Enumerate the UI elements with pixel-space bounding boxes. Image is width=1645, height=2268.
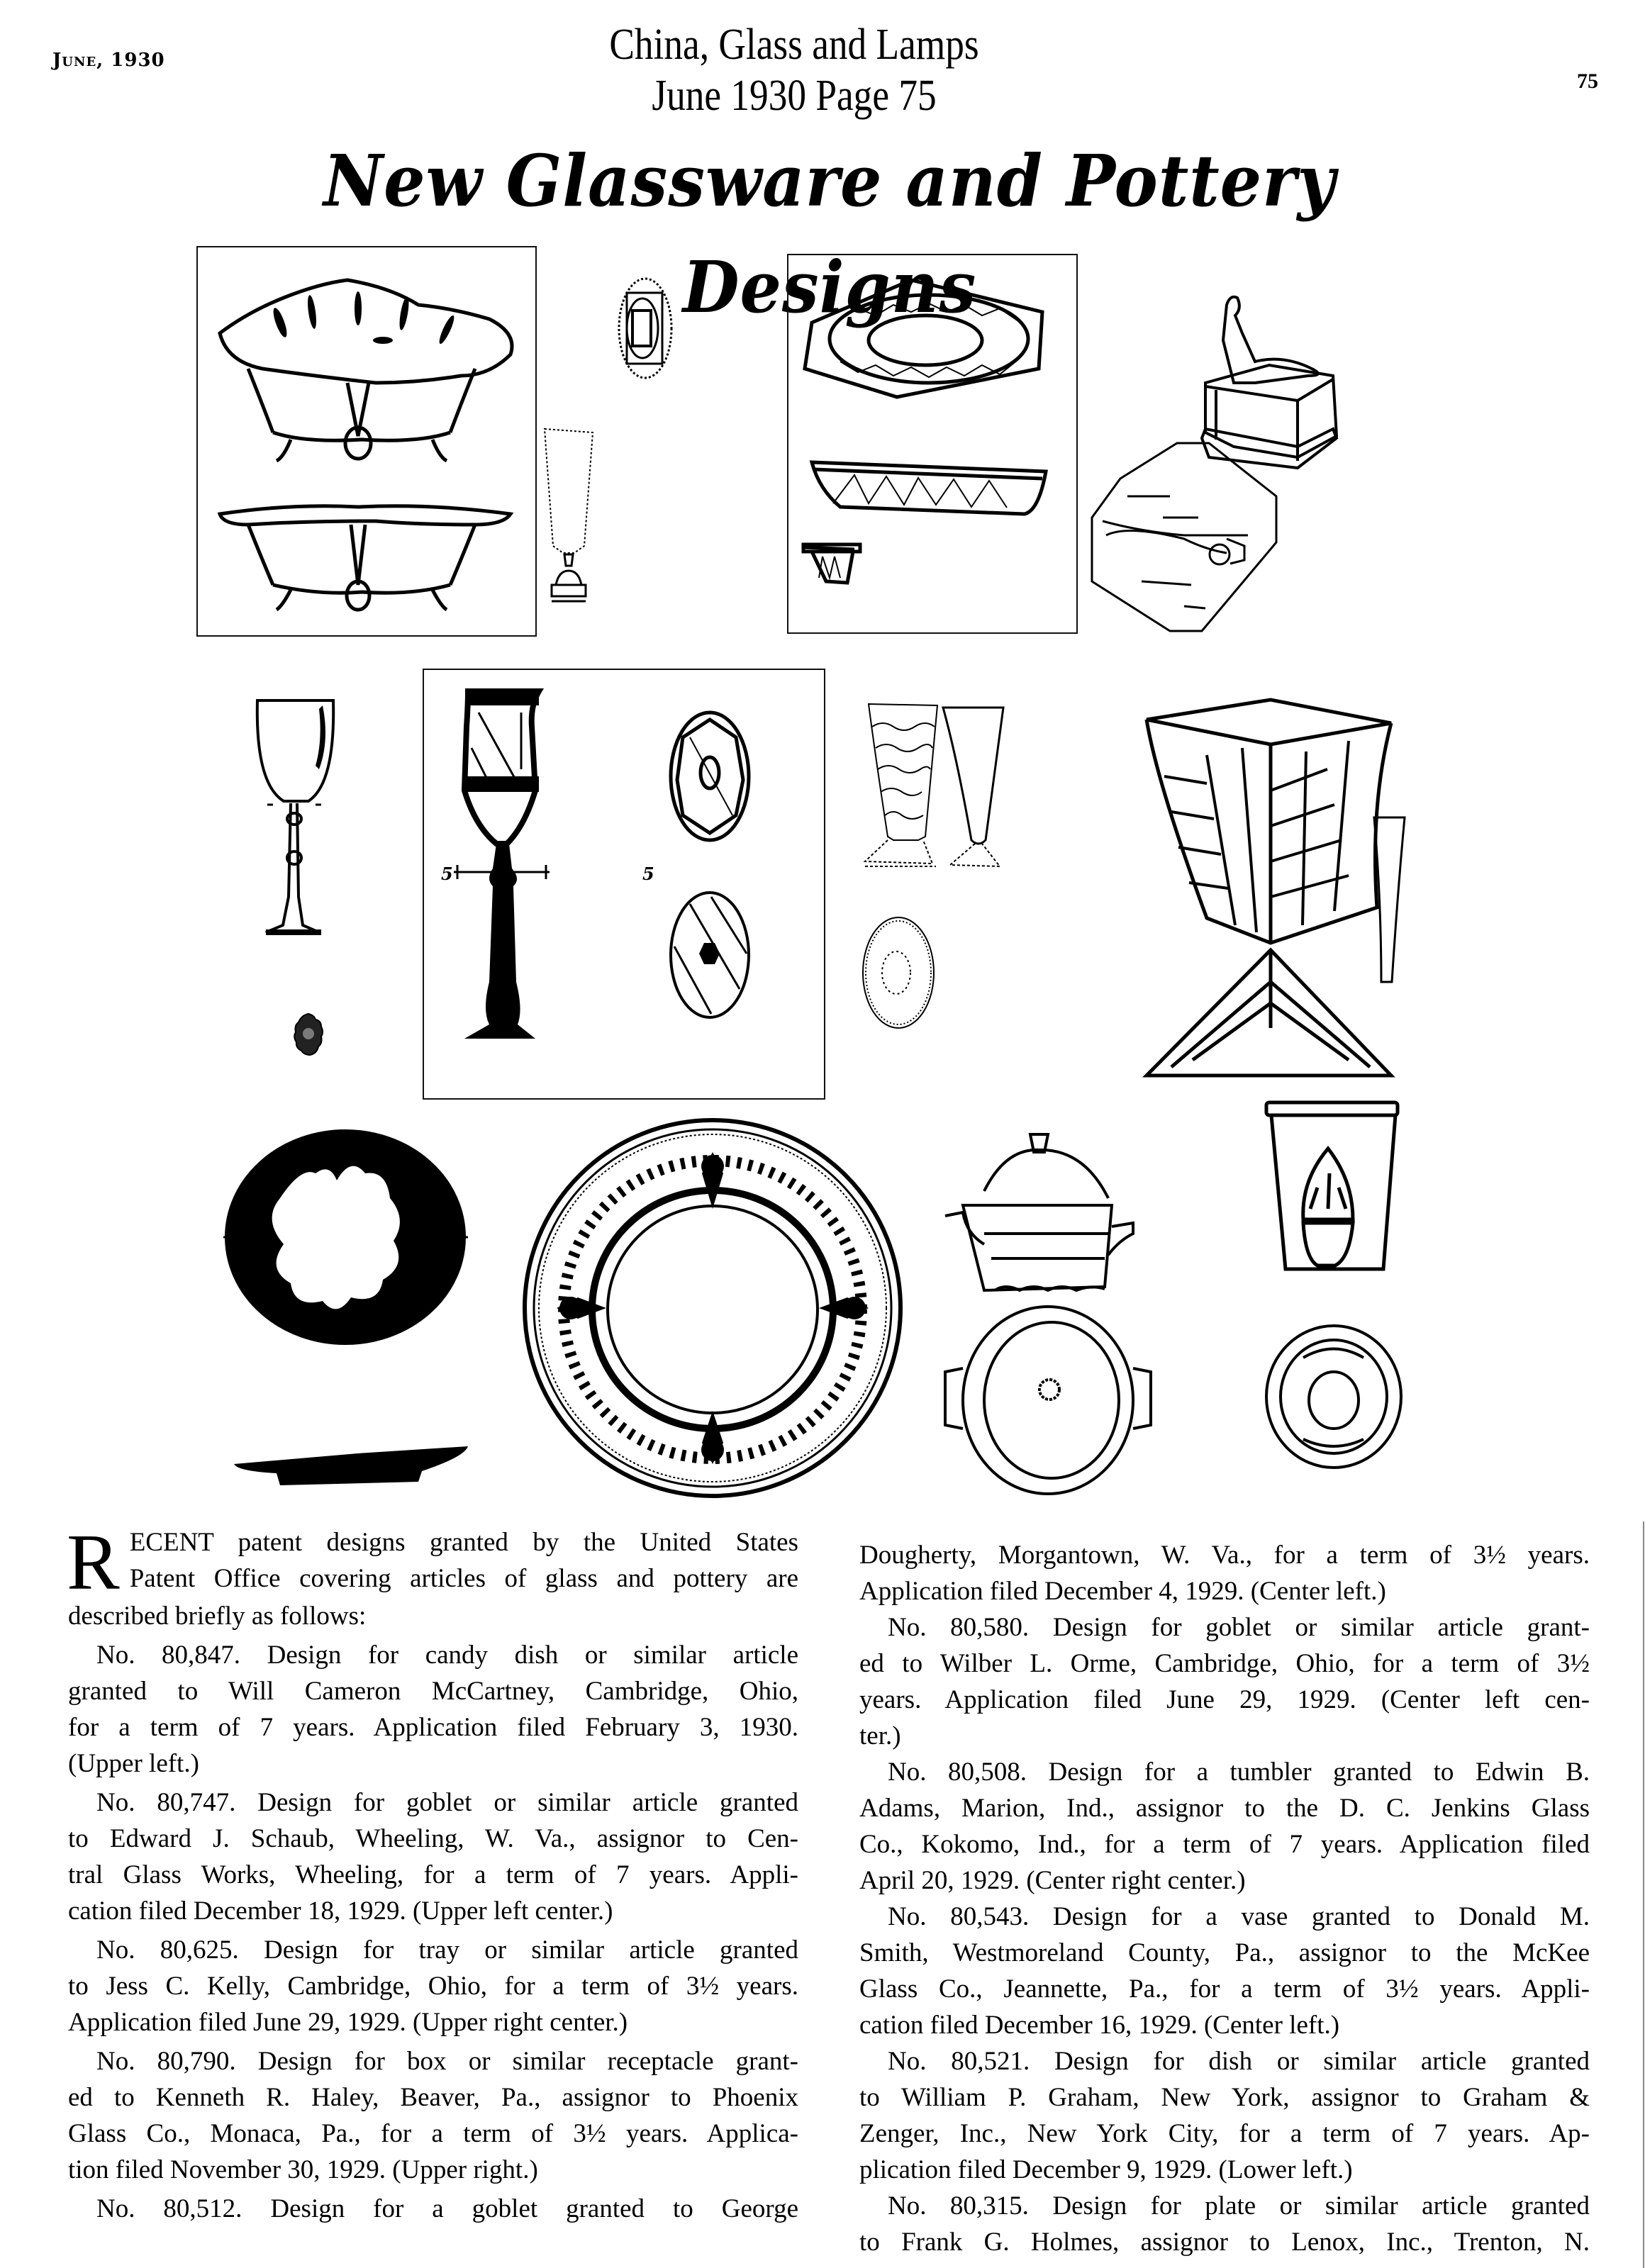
vase-side-profile-icon <box>1371 815 1406 985</box>
entry-line: ed to Kenneth R. Haley, Beaver, Pa., assignor to Phoenix <box>68 2083 798 2112</box>
entry-line: No. 80,847. Design for candy dish or similar article <box>96 1641 798 1670</box>
tumbler-base-view-icon <box>859 915 937 1032</box>
vase-square-icon <box>1143 698 1398 1081</box>
entry-line: to Edward J. Schaub, Wheeling, W. Va., assignor to Cen- <box>68 1824 798 1853</box>
entry-line: years. Application filed June 29, 1929. (Center left cen- <box>859 1685 1590 1714</box>
entry-line: No. 80,580. Design for goblet or similar article grant- <box>888 1613 1590 1642</box>
patent-entry-80625 <box>68 1932 798 2040</box>
bowl-footed-icon <box>1264 1095 1413 1471</box>
dish-scalloped-icon <box>223 1141 479 1496</box>
tumblers-icon <box>858 702 1007 886</box>
patent-entry-80521 <box>859 2043 1590 2188</box>
entry-line: No. 80,625. Design for tray or similar article granted <box>96 1935 798 1965</box>
entry-line: No. 80,512. Design for a goblet granted to George <box>96 2194 798 2223</box>
candy-dish-top-view-icon <box>617 275 674 381</box>
entry-line: tion filed November 30, 1929. (Upper right.) <box>68 2155 538 2184</box>
patent-entry-80512-continued <box>859 1537 1590 1609</box>
entry-line: to Jess C. Kelly, Cambridge, Ohio, for a term of 3½ years. <box>68 1972 798 2001</box>
goblet-plan-view-icon <box>669 709 754 847</box>
article-title: New Glassware and Pottery Designs <box>323 139 1336 329</box>
publication-subtitle: June 1930 Page 75 <box>652 72 937 120</box>
patent-entry-80790 <box>68 2043 798 2188</box>
entry-line: Smith, Westmoreland County, Pa., assignor to the McKee <box>859 1938 1590 1967</box>
entry-line: Application filed June 29, 1929. (Upper right center.) <box>68 2008 628 2037</box>
entry-line: plication filed December 9, 1929. (Lower left.) <box>859 2155 1353 2184</box>
entry-line: cation filed December 18, 1929. (Upper left center.) <box>68 1896 613 1926</box>
entry-line: for a term of 7 years. Application filed February 3, 1930. <box>68 1713 798 1742</box>
entry-line: No. 80,790. Design for box or similar receptacle grant- <box>96 2047 798 2076</box>
entry-line: granted to Will Cameron McCartney, Cambridge, Ohio, <box>68 1677 798 1706</box>
entry-line: Dougherty, Morgantown, W. Va., for a term of 3½ years. <box>859 1541 1590 1570</box>
running-head-date: June, 1930 <box>52 50 165 71</box>
entry-line: cation filed December 16, 1929. (Center left.) <box>859 2011 1340 2040</box>
entry-line: Glass Co., Jeannette, Pa., for a term of 3½ years. Appli- <box>859 1974 1590 2004</box>
box-with-figurine-icon <box>1085 284 1482 645</box>
goblet-base-view-icon <box>669 890 754 1021</box>
entry-line: Zenger, Inc., New York City, for a term of 7 years. Ap- <box>859 2119 1590 2148</box>
goblet-center-left-icon <box>252 698 337 1067</box>
section-marker-left: 5 <box>441 864 453 884</box>
entry-line: ed to Wilber L. Orme, Cambridge, Ohio, for a term of 3½ <box>859 1649 1590 1678</box>
entry-line: April 20, 1929. (Center right center.) <box>859 1866 1246 1895</box>
intro-paragraph <box>67 1519 798 1634</box>
entry-line: Adams, Marion, Ind., assignor to the D. C. Jenkins Glass <box>859 1794 1590 1823</box>
page-number: 75 <box>1577 69 1598 93</box>
entry-line: Application filed December 4, 1929. (Center left.) <box>859 1577 1386 1606</box>
patent-entry-80508 <box>859 1754 1590 1899</box>
patent-entry-80747 <box>68 1784 798 1929</box>
entry-line: to Frank G. Holmes, assignor to Lenox, Inc., Trenton, N. <box>859 2228 1590 2257</box>
intro-line: Patent Office covering articles of glass and pottery are <box>129 1564 798 1593</box>
patent-entry-80543 <box>859 1899 1590 2043</box>
article-body-left-column <box>67 1519 798 2227</box>
entry-line: No. 80,747. Design for goblet or similar article granted <box>96 1788 798 1817</box>
entry-line: Glass Co., Monaca, Pa., for a term of 3½ years. Applica- <box>68 2119 798 2148</box>
intro-line: described briefly as follows: <box>68 1602 367 1631</box>
entry-line: No. 80,521. Design for dish or similar article granted <box>888 2047 1590 2076</box>
patent-entry-80512 <box>68 2191 798 2227</box>
drop-cap: R <box>67 1519 120 1607</box>
patent-entry-80847 <box>68 1637 798 1782</box>
article-body-right-column <box>859 1524 1590 2260</box>
covered-dish-icon <box>942 1127 1232 1496</box>
entry-line: No. 80,543. Design for a vase granted to Donald M. <box>888 1902 1590 1931</box>
goblet-outline-icon <box>543 425 600 627</box>
tray-hexagonal-icon <box>798 276 1067 631</box>
entry-line: to William P. Graham, New York, assignor to Graham & <box>859 2083 1590 2112</box>
goblet-sectioned-icon <box>447 684 659 1085</box>
entry-line: No. 80,508. Design for a tumbler granted to Edwin B. <box>888 1758 1590 1787</box>
entry-line: No. 80,315. Design for plate or similar article granted <box>888 2191 1590 2220</box>
patent-entry-80315 <box>859 2188 1590 2260</box>
entry-line: ter.) <box>859 1721 901 1750</box>
entry-line: Co., Kokomo, Ind., for a term of 7 years. Application filed <box>859 1830 1590 1859</box>
candy-dish-footed-icon <box>206 269 532 624</box>
intro-line: ECENT patent designs granted by the United States <box>129 1528 798 1557</box>
section-marker-right: 5 <box>642 864 654 884</box>
publication-title: China, Glass and Lamps <box>609 21 979 69</box>
entry-line: (Upper left.) <box>68 1749 199 1778</box>
plate-floral-icon <box>521 1117 904 1499</box>
column-edge-rule <box>1643 1521 1644 2268</box>
rosette-detail-icon <box>293 1012 324 1056</box>
entry-line: tral Glass Works, Wheeling, for a term of 7 years. Appli- <box>68 1860 798 1889</box>
patent-entry-80580 <box>859 1609 1590 1754</box>
